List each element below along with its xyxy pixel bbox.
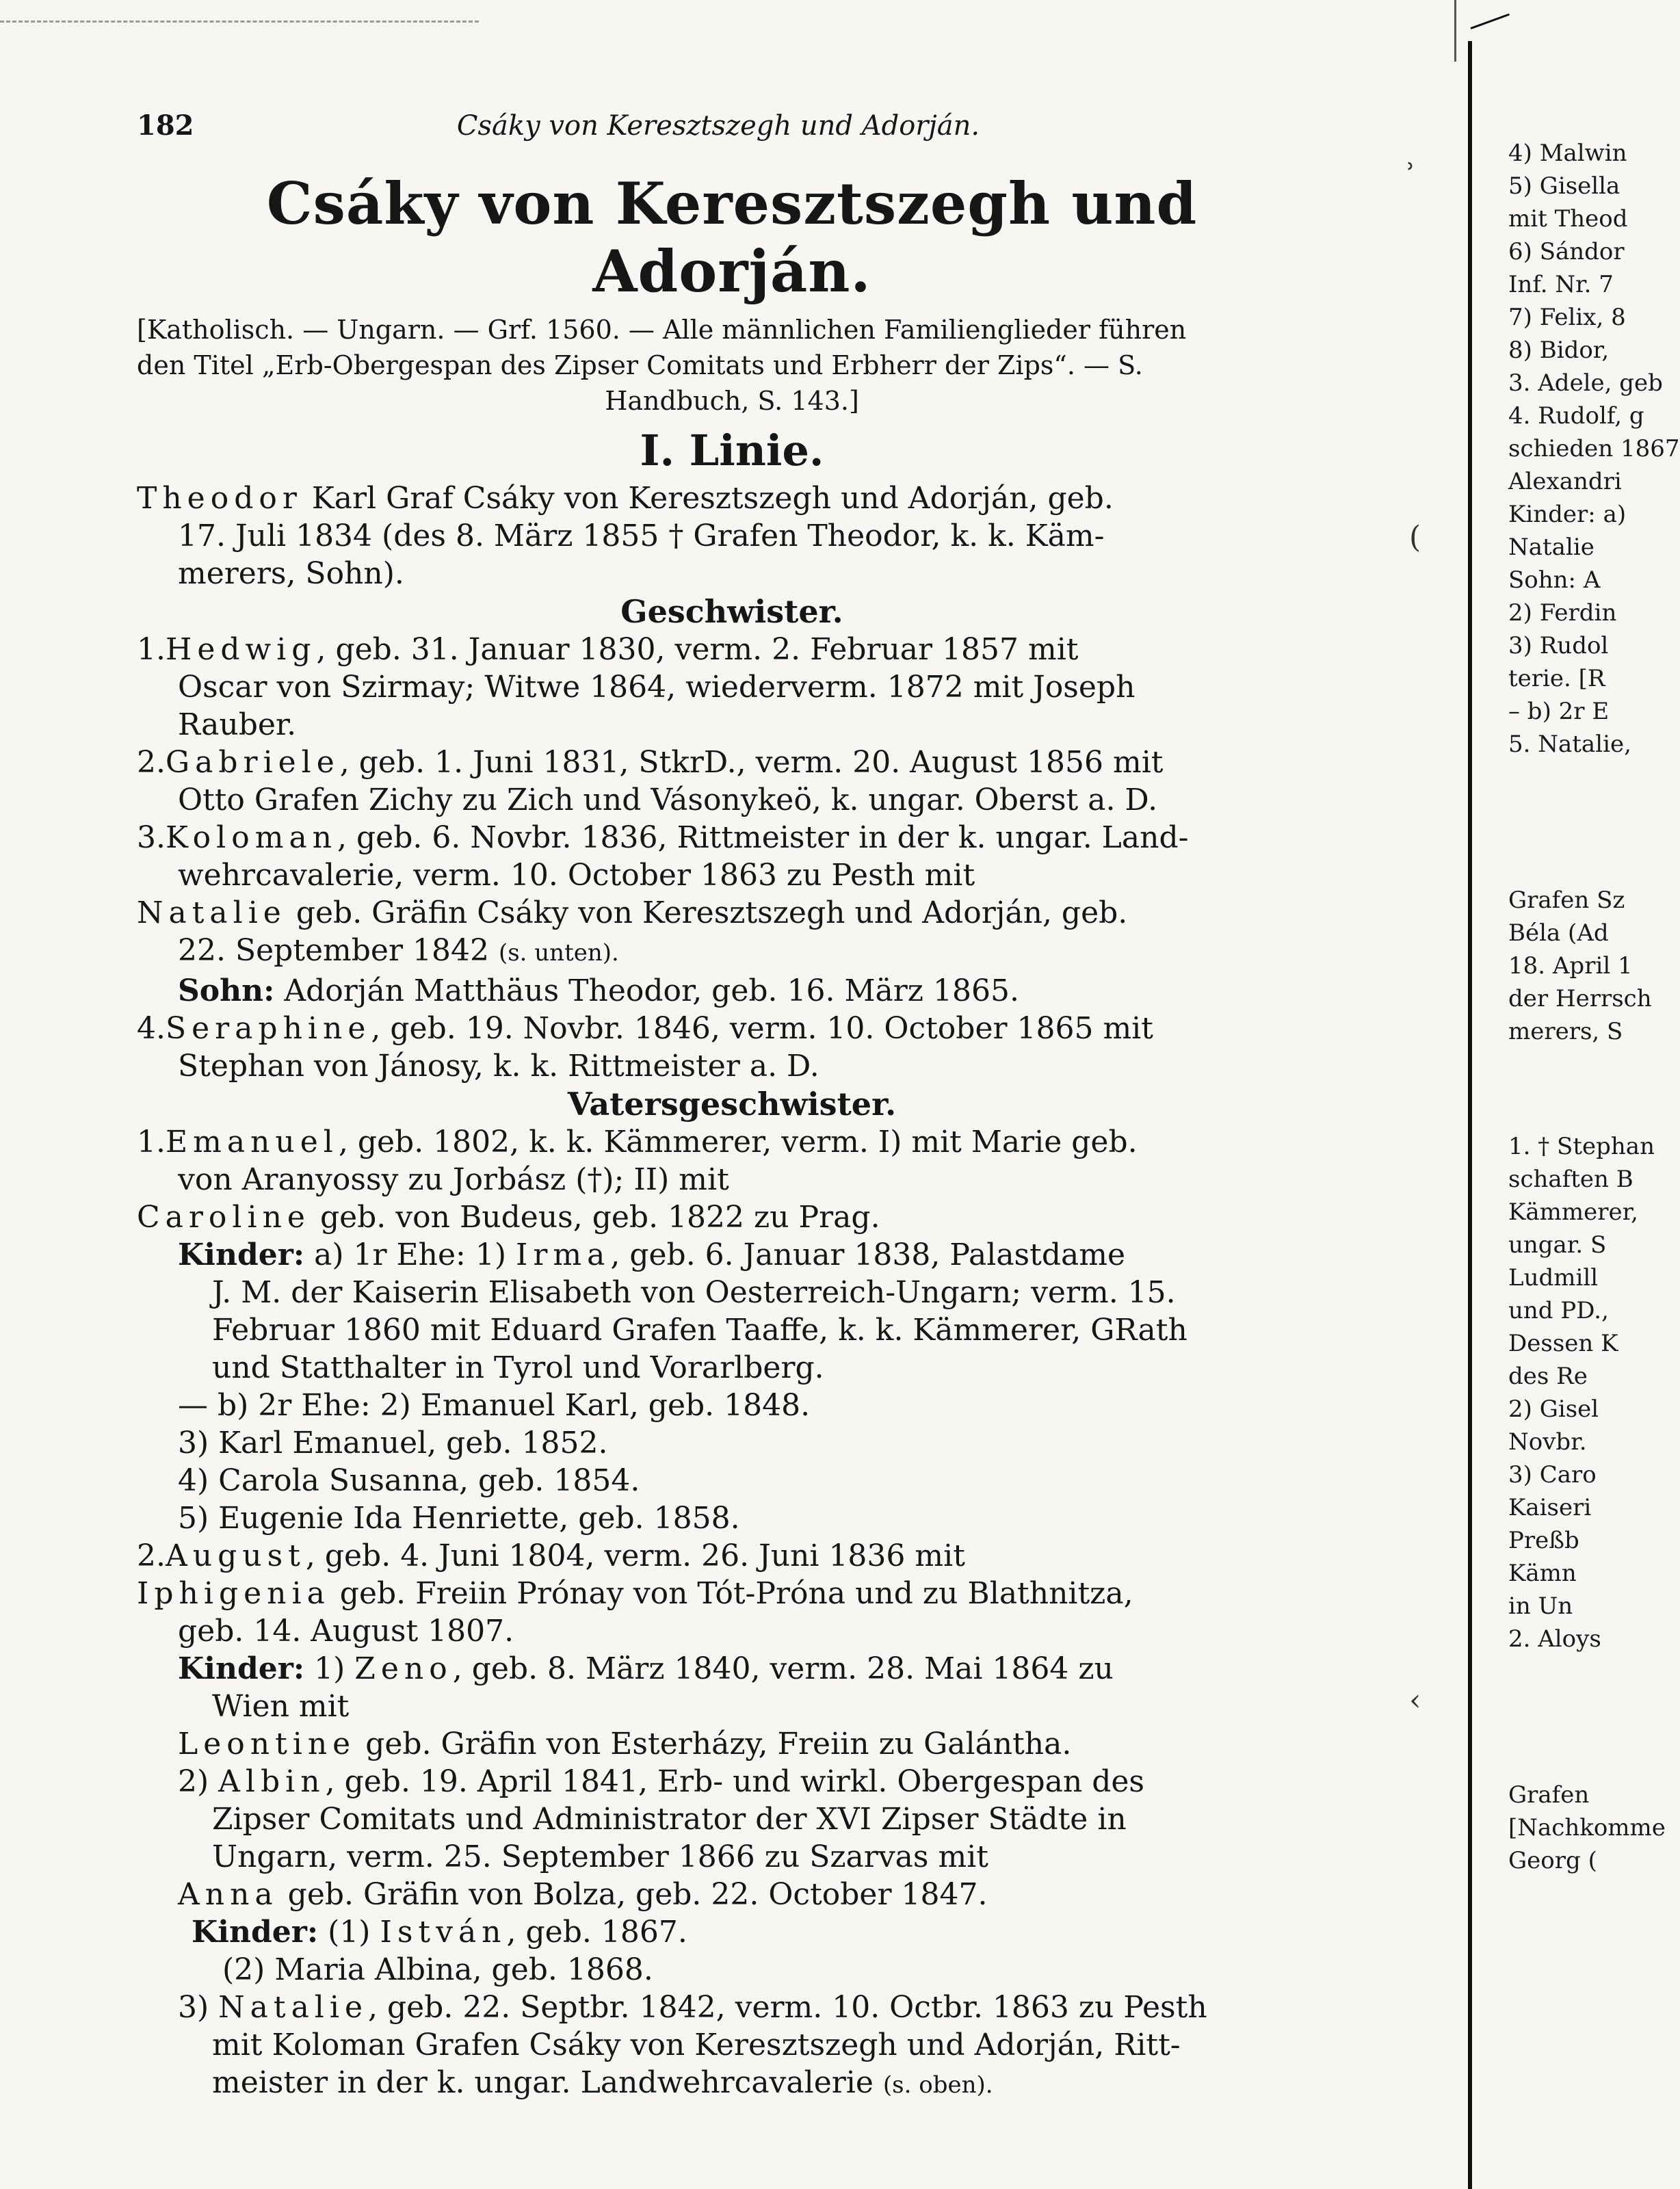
facing-page-line: 4) Malwin (1508, 140, 1627, 167)
person-name: Irma (515, 1237, 611, 1272)
margin-mark: ʾ (1406, 157, 1416, 192)
entry-text: , geb. 4. Juni 1804, verm. 26. Juni 1836 mit (305, 1538, 965, 1573)
entry-text: von Aranyossy zu Jorbász (†); II) mit (178, 1162, 729, 1197)
facing-page-line: terie. [R (1508, 665, 1605, 692)
entry-text: , geb. 19. April 1841, Erb- und wirkl. Obergespan des (325, 1764, 1145, 1799)
entry-text: , geb. 1. Juni 1831, StkrD., verm. 20. August 1856 mit (339, 745, 1164, 780)
running-title: Csáky von Keresztszegh und Adorján. (456, 110, 980, 142)
entry-number: 2. (137, 1538, 166, 1573)
entry-text: 22. September 1842 (178, 933, 499, 968)
facing-page-line: 3) Caro (1508, 1461, 1597, 1489)
entry-text: Februar 1860 mit Eduard Grafen Taaffe, k. k. Kämmerer, GRath (212, 1313, 1187, 1348)
grandchild-line: (2) Maria Albina, geb. 1868. (222, 1952, 653, 1987)
gutter-line (1454, 0, 1456, 62)
facing-page-line: merers, S (1508, 1018, 1623, 1045)
intro-note (137, 312, 1327, 419)
running-head (137, 109, 1327, 157)
person-name: Seraphine (165, 1011, 371, 1046)
facing-page-line: Alexandri (1508, 468, 1622, 495)
person-name: Leontine (178, 1727, 356, 1761)
entry-text: 17. Juli 1834 (des 8. März 1855 † Grafen Theodor, k. k. Käm- (178, 519, 1105, 553)
facing-page-line: Kaiseri (1508, 1494, 1592, 1521)
entry-number: 3. (137, 820, 166, 855)
person-name: Koloman (165, 820, 338, 855)
facing-page-line: 3) Rudol (1508, 632, 1609, 659)
grandchild-entry (137, 1913, 1327, 1951)
facing-page-line: Sohn: A (1508, 566, 1601, 594)
page-number: 182 (137, 109, 194, 142)
fragment-gap (1508, 843, 1642, 884)
facing-page-line: 7) Felix, 8 (1508, 304, 1626, 331)
entry-text: Wien mit (212, 1689, 350, 1724)
facing-page-line: Novbr. (1508, 1428, 1587, 1456)
spouse-entry (137, 1876, 1327, 1913)
gutter-mark (1470, 14, 1509, 29)
person-name: Natalie (137, 895, 287, 930)
spouse-entry (137, 1575, 1327, 1650)
entry-text: Adorján Matthäus Theodor, geb. 16. März 1865. (274, 973, 1019, 1008)
children-entry (137, 1650, 1327, 1725)
facing-page-line: 18. April 1 (1508, 952, 1633, 980)
facing-page-line: Kinder: a) (1508, 501, 1627, 528)
entry-text: 3) (178, 1990, 219, 2025)
fragment-gap (1508, 1696, 1642, 1738)
facing-page-line: [Nachkomme (1508, 1814, 1666, 1841)
entry-text: , geb. 8. März 1840, verm. 28. Mai 1864 zu (452, 1651, 1114, 1686)
child-label: Kinder: (192, 1915, 319, 1950)
sibling-entry (137, 1010, 1327, 1085)
person-name: Emanuel (165, 1125, 339, 1159)
facing-page-line: schaften B (1508, 1166, 1633, 1193)
entry-text: , geb. 22. Septbr. 1842, verm. 10. Octbr. 1863 zu Pesth (368, 1990, 1207, 2025)
facing-page-line: in Un (1508, 1592, 1573, 1620)
facing-page-line: – b) 2r E (1508, 698, 1610, 725)
facing-page-line: und PD., (1508, 1297, 1609, 1324)
person-name: Theodor (137, 481, 302, 516)
sibling-entry (137, 744, 1327, 819)
facing-page-line: Grafen (1508, 1781, 1590, 1809)
facing-page-line: Georg ( (1508, 1847, 1597, 1874)
cross-reference: (s. unten). (498, 939, 619, 967)
facing-page-line: Preßb (1508, 1527, 1579, 1554)
page-gutter (1468, 41, 1472, 2189)
entry-text: geb. 14. August 1807. (178, 1614, 514, 1649)
entry-text: 2) (178, 1764, 219, 1799)
entry-text: geb. Freiin Prónay von Tót-Próna und zu Blathnitza, (330, 1576, 1133, 1611)
person-name: Hedwig (165, 632, 317, 667)
entry-text: und Statthalter in Tyrol und Vorarlberg. (212, 1350, 824, 1385)
facing-page-fragment (1508, 137, 1680, 1877)
entry-text: Oscar von Szirmay; Witwe 1864, wiederverm. 1872 mit Joseph (178, 670, 1136, 705)
scan-dash-mark (0, 21, 479, 23)
entry-text: , geb. 6. Novbr. 1836, Rittmeister in der k. ungar. Land- (337, 820, 1189, 855)
subsection-title: Geschwister. (620, 593, 843, 630)
entry-text: , geb. 1867. (506, 1915, 687, 1950)
person-name: Anna (178, 1877, 278, 1912)
section-title: I. Linie. (640, 425, 824, 475)
entry-text: meister in der k. ungar. Landwehrcavalerie (212, 2065, 883, 2100)
child-label: Kinder: (178, 1237, 305, 1272)
fragment-gap (1508, 1655, 1642, 1696)
facing-page-line: mit Theod (1508, 205, 1628, 233)
entry-text: geb. Gräfin von Bolza, geb. 22. October 1847. (278, 1877, 988, 1912)
entry-number: 1. (137, 632, 166, 667)
child-label: Kinder: (178, 1651, 305, 1686)
entry-text: Rauber. (178, 707, 297, 742)
uncle-entry (137, 1123, 1327, 1198)
facing-page-line: 2) Ferdin (1508, 599, 1617, 627)
margin-mark: ‹ (1409, 1683, 1421, 1718)
facing-page-line: 2. Aloys (1508, 1625, 1601, 1653)
facing-page-line: 4. Rudolf, g (1508, 402, 1644, 430)
entry-text: Otto Grafen Zichy zu Zich und Vásonykeö, k. ungar. Oberst a. D. (178, 783, 1158, 817)
entry-text: , geb. 6. Januar 1838, Palastdame (610, 1237, 1125, 1272)
entry-text: 1) (304, 1651, 355, 1686)
entry-text: geb. von Budeus, geb. 1822 zu Prag. (310, 1200, 880, 1235)
intro-line: Handbuch, S. 143.] (605, 386, 859, 416)
entry-text: Zipser Comitats und Administrator der XVI Zipser Städte in (212, 1802, 1127, 1837)
facing-page-line: 6) Sándor (1508, 238, 1625, 265)
entry-text: Stephan von Jánosy, k. k. Rittmeister a. D. (178, 1049, 819, 1084)
facing-page-line: 8) Bidor, (1508, 337, 1610, 364)
facing-page-line: Kämmerer, (1508, 1198, 1638, 1226)
margin-mark: ( (1409, 520, 1421, 555)
person-name: Iphigenia (137, 1576, 330, 1611)
fragment-gap (1508, 1089, 1642, 1130)
page-heading: Csáky von Keresztszegh und Adorján. (266, 170, 1198, 305)
entry-text: (1) (318, 1915, 380, 1950)
facing-page-line: 3. Adele, geb (1508, 369, 1663, 397)
facing-page-line: 2) Gisel (1508, 1395, 1599, 1423)
entry-text: Ungarn, verm. 25. September 1866 zu Szarvas mit (212, 1839, 988, 1874)
intro-line: den Titel „Erb-Obergespan des Zipser Comitats und Erbherr der Zips“. — S. (137, 350, 1143, 380)
entry-number: 2. (137, 745, 166, 780)
facing-page-line: Grafen Sz (1508, 887, 1625, 914)
head-person-entry (137, 480, 1327, 592)
sibling-entry (137, 631, 1327, 744)
fragment-gap (1508, 802, 1642, 843)
fragment-gap (1508, 1048, 1642, 1089)
facing-page-line: Béla (Ad (1508, 919, 1609, 947)
child-entry (137, 972, 1327, 1010)
child-line: — b) 2r Ehe: 2) Emanuel Karl, geb. 1848. (178, 1388, 811, 1423)
fragment-gap (1508, 1738, 1642, 1779)
facing-page-line: Ludmill (1508, 1264, 1599, 1292)
facing-page-line: 5. Natalie, (1508, 731, 1631, 758)
facing-page-line: ungar. S (1508, 1231, 1607, 1259)
entry-text: J. M. der Kaiserin Elisabeth von Oesterreich-Ungarn; verm. 15. (212, 1275, 1176, 1310)
spouse-entry (137, 1725, 1327, 1763)
entry-text: mit Koloman Grafen Csáky von Keresztszegh und Adorján, Ritt- (212, 2028, 1181, 2062)
entry-text: a) 1r Ehe: 1) (304, 1237, 516, 1272)
child-line: 4) Carola Susanna, geb. 1854. (178, 1463, 640, 1498)
person-name: Natalie (218, 1990, 368, 2025)
sibling-entry (137, 819, 1327, 894)
subsection-title: Vatersgeschwister. (567, 1086, 897, 1123)
spouse-entry (137, 1198, 1327, 1236)
child-entry (137, 1989, 1327, 2104)
entry-text: geb. Gräfin Csáky von Keresztszegh und Adorján, geb. (286, 895, 1128, 930)
person-name: Zeno (354, 1651, 453, 1686)
facing-page-line: Dessen K (1508, 1330, 1618, 1357)
spouse-entry (137, 894, 1327, 972)
person-name: Gabriele (165, 745, 340, 780)
facing-page-line: 1. † Stephan (1508, 1133, 1655, 1160)
entry-text: , geb. 1802, k. k. Kämmerer, verm. I) mit Marie geb. (338, 1125, 1138, 1159)
facing-page-line: Inf. Nr. 7 (1508, 271, 1614, 298)
fragment-gap (1508, 761, 1642, 802)
children-entry (137, 1236, 1327, 1387)
entry-text: geb. Gräfin von Esterházy, Freiin zu Galántha. (356, 1727, 1072, 1761)
person-name: Caroline (137, 1200, 311, 1235)
child-label: Sohn: (178, 973, 275, 1008)
child-line: 3) Karl Emanuel, geb. 1852. (178, 1426, 608, 1460)
uncle-entry (137, 1537, 1327, 1575)
intro-line: [Katholisch. — Ungarn. — Grf. 1560. — Alle männlichen Familienglieder führen (137, 315, 1187, 345)
facing-page-line: 5) Gisella (1508, 172, 1620, 200)
cross-reference: (s. oben). (882, 2071, 993, 2099)
facing-page-line: des Re (1508, 1363, 1588, 1390)
entry-text: Karl Graf Csáky von Keresztszegh und Adorján, geb. (302, 481, 1114, 516)
facing-page-line: der Herrsch (1508, 985, 1652, 1012)
entry-text: merers, Sohn). (178, 556, 404, 591)
entry-number: 4. (137, 1011, 166, 1046)
child-line: 5) Eugenie Ida Henriette, geb. 1858. (178, 1501, 740, 1536)
entry-text: , geb. 19. Novbr. 1846, verm. 10. October 1865 mit (371, 1011, 1153, 1046)
entry-text: , geb. 31. Januar 1830, verm. 2. Februar 1857 mit (316, 632, 1079, 667)
facing-page-line: Kämn (1508, 1560, 1577, 1587)
entry-number: 1. (137, 1125, 166, 1159)
person-name: Albin (218, 1764, 326, 1799)
page-main (137, 109, 1327, 2104)
facing-page-line: Natalie (1508, 534, 1594, 561)
child-entry (137, 1763, 1327, 1876)
entry-text: wehrcavalerie, verm. 10. October 1863 zu Pesth mit (178, 858, 975, 893)
facing-page-line: schieden 1867 (1508, 435, 1680, 462)
person-name: August (165, 1538, 306, 1573)
person-name: István (380, 1915, 507, 1950)
